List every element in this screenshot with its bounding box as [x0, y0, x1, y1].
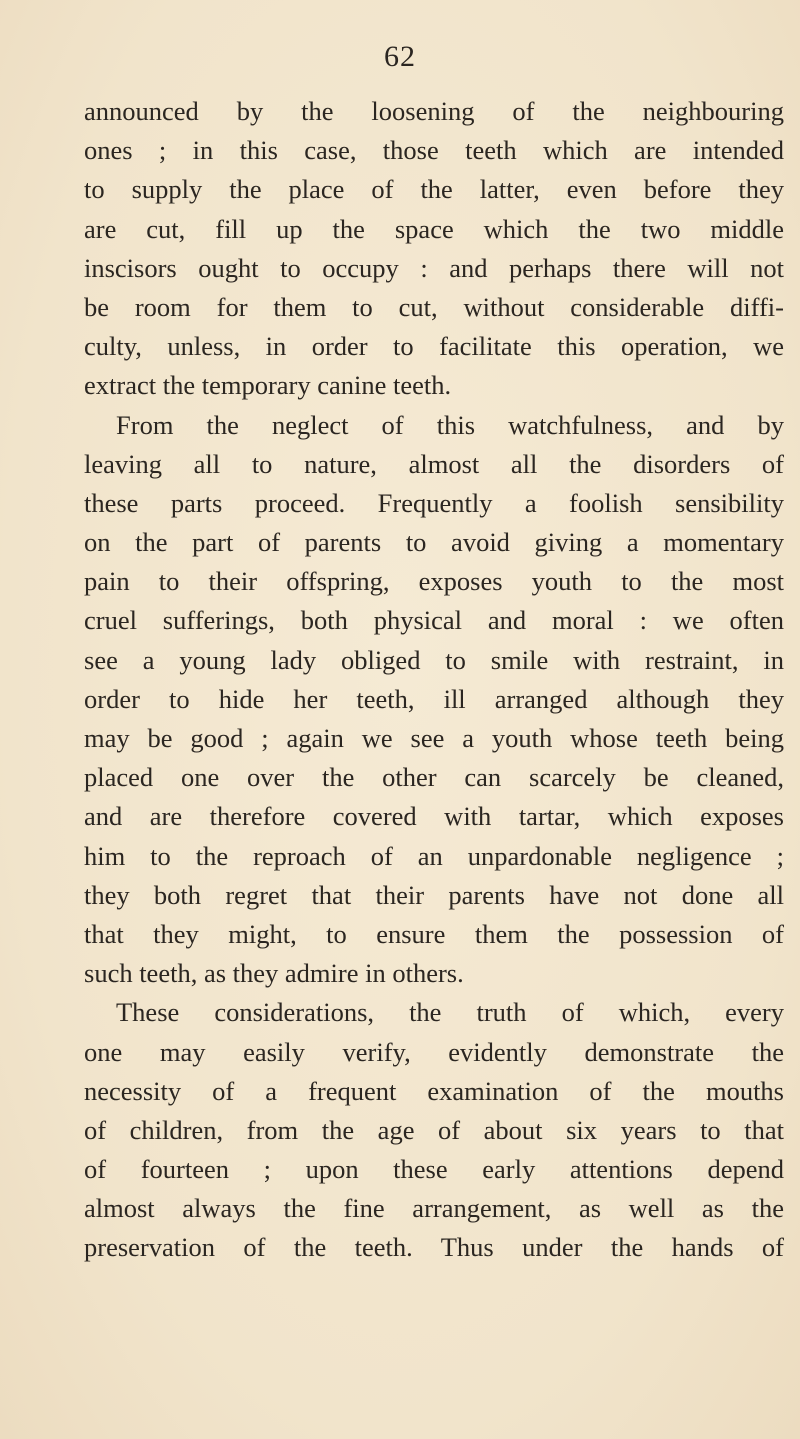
text-line: these parts proceed. Frequently a foolish sensibility — [84, 487, 784, 518]
text-line: pain to their offspring, exposes youth to the most — [84, 566, 784, 597]
text-line: be room for them to cut, without considerable diffi- — [84, 291, 784, 322]
text-line: are cut, fill up the space which the two middle — [84, 213, 784, 244]
body-text — [84, 92, 784, 1268]
text-line: ones ; in this case, those teeth which are intended — [84, 135, 784, 166]
text-line: such teeth, as they admire in others. — [84, 958, 464, 989]
text-line: see a young lady obliged to smile with restraint, in — [84, 644, 784, 675]
text-line: him to the reproach of an unpardonable negligence ; — [84, 840, 784, 871]
text-line: extract the temporary canine teeth. — [84, 370, 452, 401]
text-line: announced by the loosening of the neighbouring — [84, 96, 784, 126]
text-line: on the part of parents to avoid giving a momentary — [84, 527, 784, 558]
text-line: one may easily verify, evidently demonstrate the — [84, 1036, 784, 1067]
text-line: culty, unless, in order to facilitate this operation, we — [84, 331, 784, 362]
text-line: to supply the place of the latter, even before they — [84, 174, 784, 205]
text-line: inscisors ought to occupy : and perhaps there will not — [84, 252, 784, 283]
text-line: that they might, to ensure them the possession of — [84, 918, 784, 949]
text-line: placed one over the other can scarcely be cleaned, — [84, 762, 784, 793]
text-line: These considerations, the truth of which, every — [116, 997, 784, 1028]
text-line: may be good ; again we see a youth whose teeth being — [84, 723, 784, 753]
text-line: almost always the fine arrangement, as well as the — [84, 1193, 784, 1224]
text-line: they both regret that their parents have not done all — [84, 879, 784, 910]
text-line: cruel sufferings, both physical and moral : we often — [84, 605, 784, 636]
text-line: of children, from the age of about six years to that — [84, 1114, 784, 1145]
text-line: order to hide her teeth, ill arranged although they — [84, 683, 784, 714]
page-number: 62 — [384, 40, 416, 73]
text-line: necessity of a frequent examination of the mouths — [84, 1075, 784, 1106]
text-line: From the neglect of this watchfulness, and by — [116, 409, 784, 440]
text-line: and are therefore covered with tartar, which exposes — [84, 801, 784, 832]
text-line: of fourteen ; upon these early attentions depend — [84, 1154, 784, 1185]
text-line: preservation of the teeth. Thus under the hands of — [84, 1232, 784, 1263]
text-line: leaving all to nature, almost all the disorders of — [84, 448, 784, 479]
